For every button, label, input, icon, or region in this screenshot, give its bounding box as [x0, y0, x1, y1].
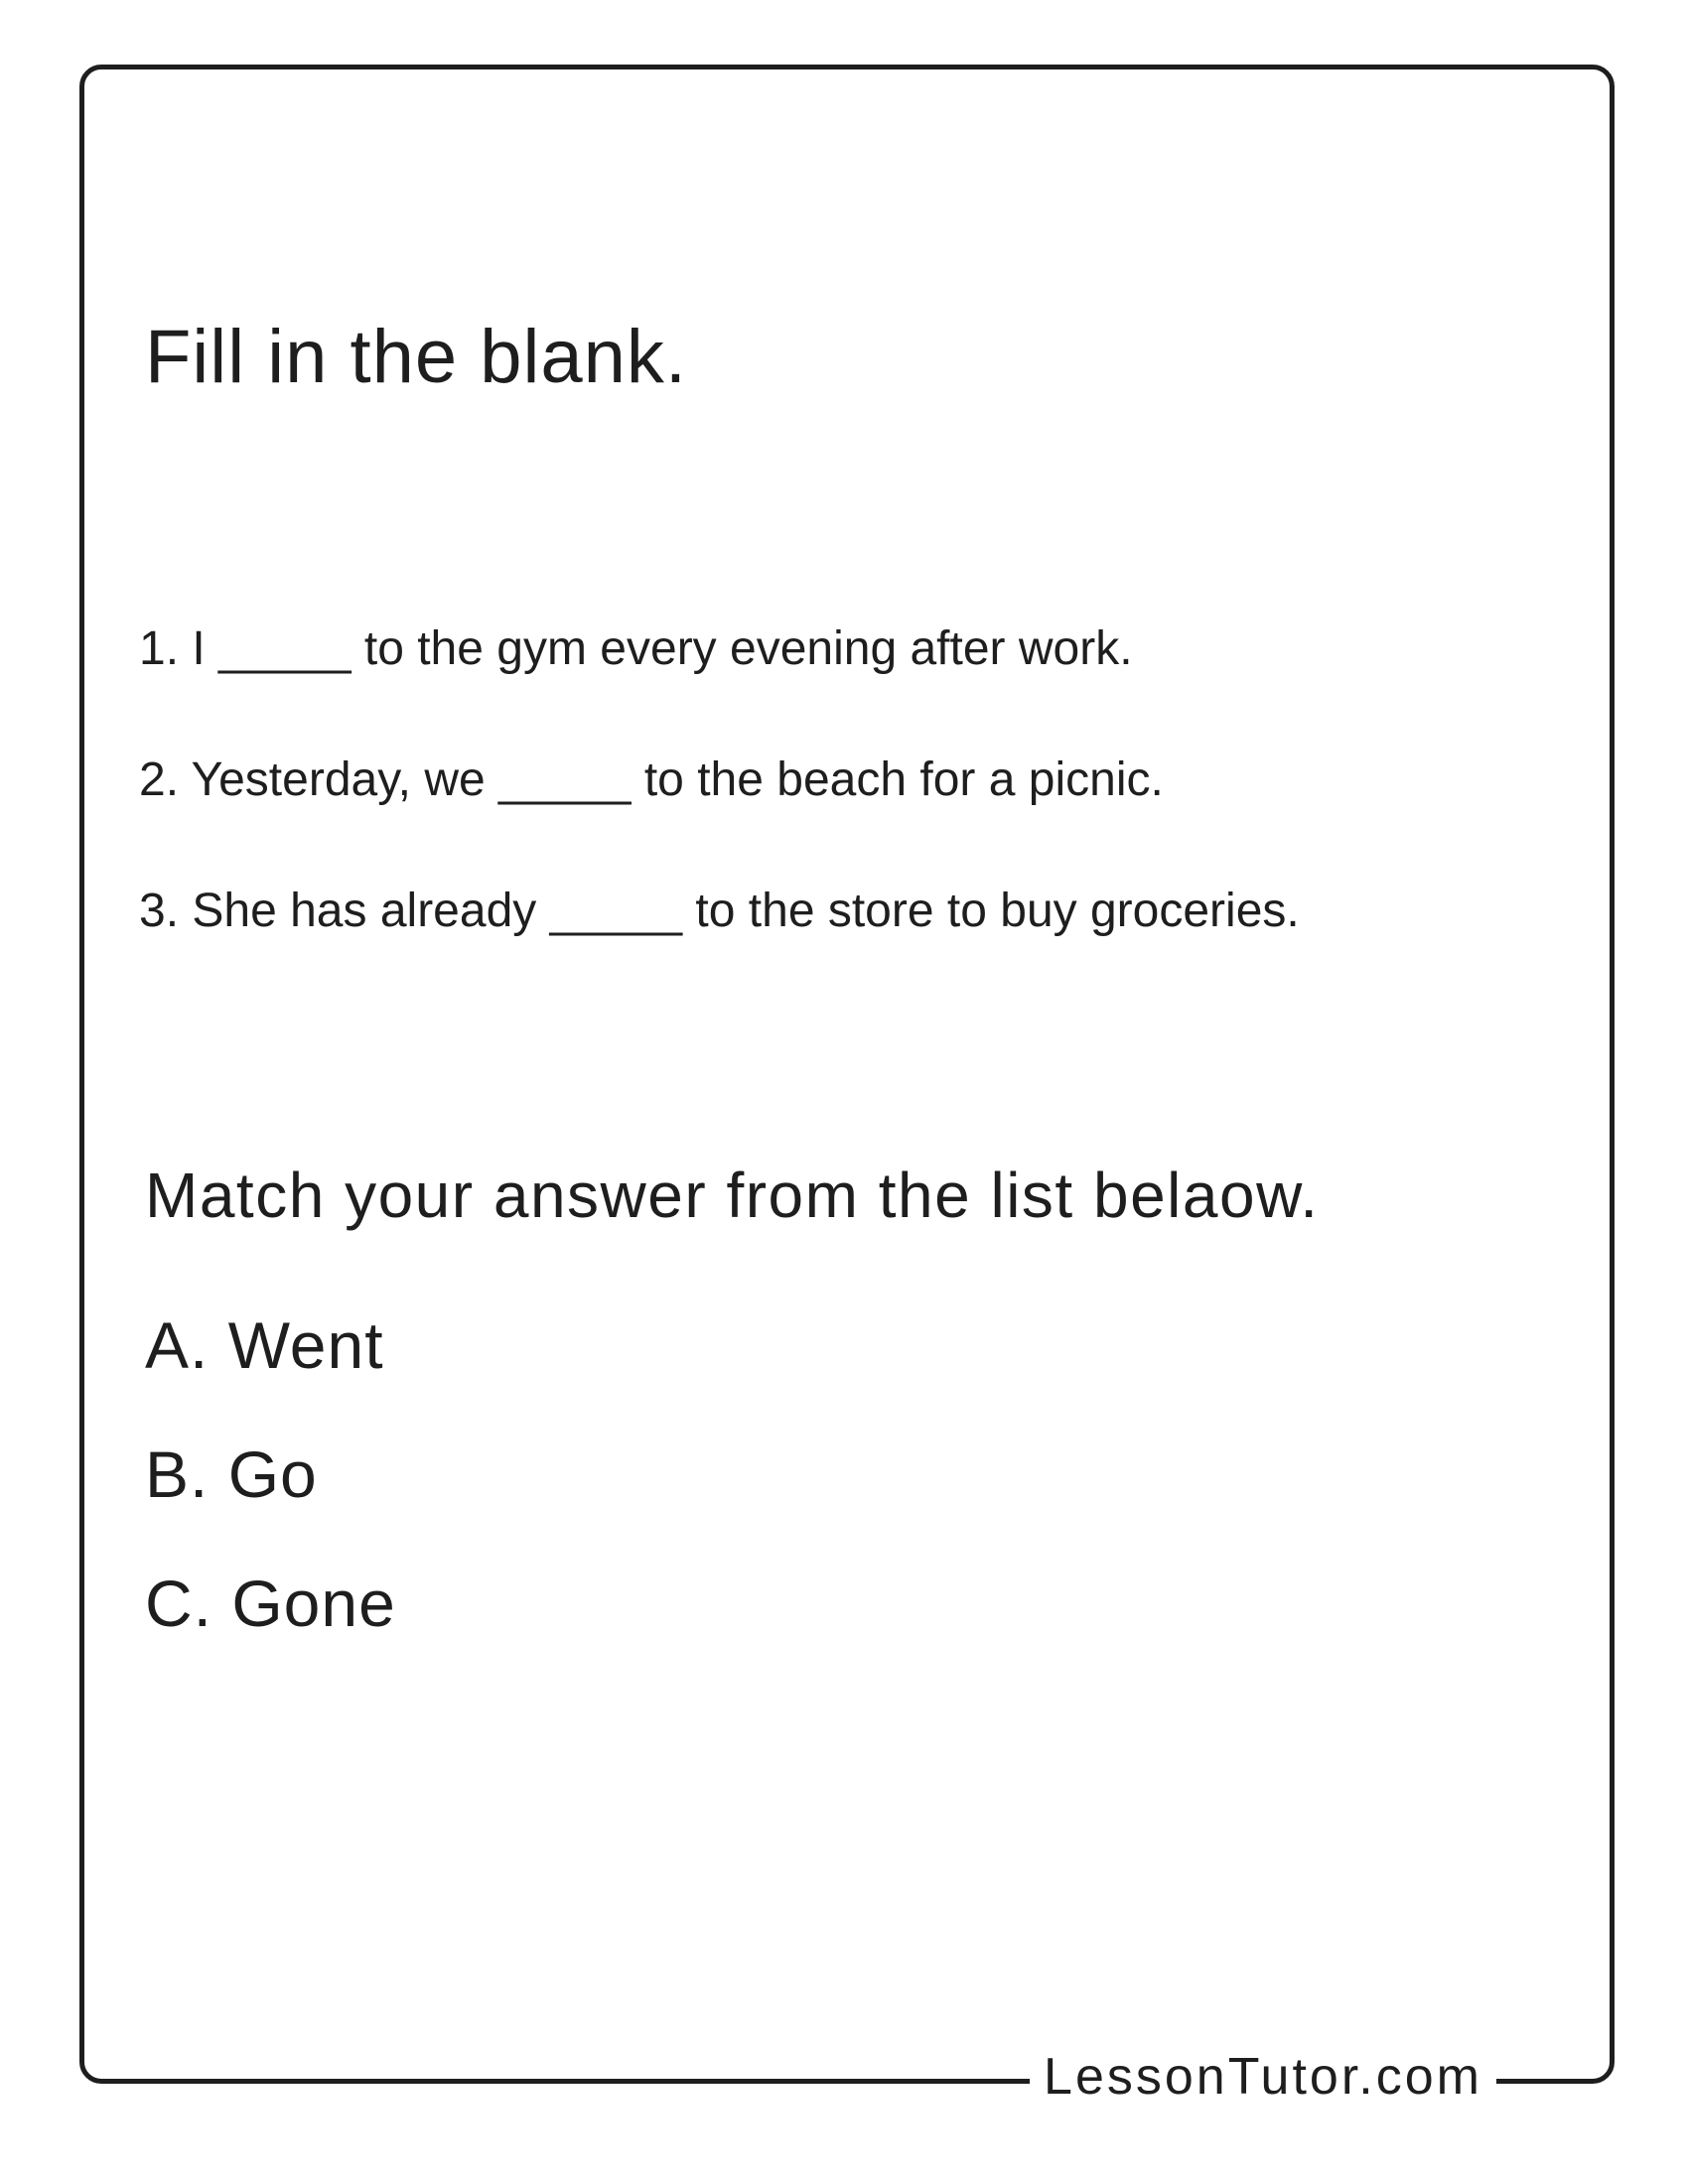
footer-brand: LessonTutor.com [1044, 2048, 1482, 2106]
worksheet-title: Fill in the blank. [145, 315, 688, 399]
question-item: 2. Yesterday, we _____ to the beach for a picnic. [139, 753, 1164, 806]
answer-option: C. Gone [145, 1567, 396, 1640]
match-instruction: Match your answer from the list belaow. [145, 1160, 1320, 1231]
answer-option: A. Went [145, 1308, 384, 1382]
answer-option: B. Go [145, 1437, 318, 1511]
question-item: 3. She has already _____ to the store to buy groceries. [139, 885, 1300, 937]
answer-options [145, 1308, 396, 1700]
question-list [139, 622, 1300, 1019]
question-item: 1. I _____ to the gym every evening after work. [139, 622, 1133, 675]
